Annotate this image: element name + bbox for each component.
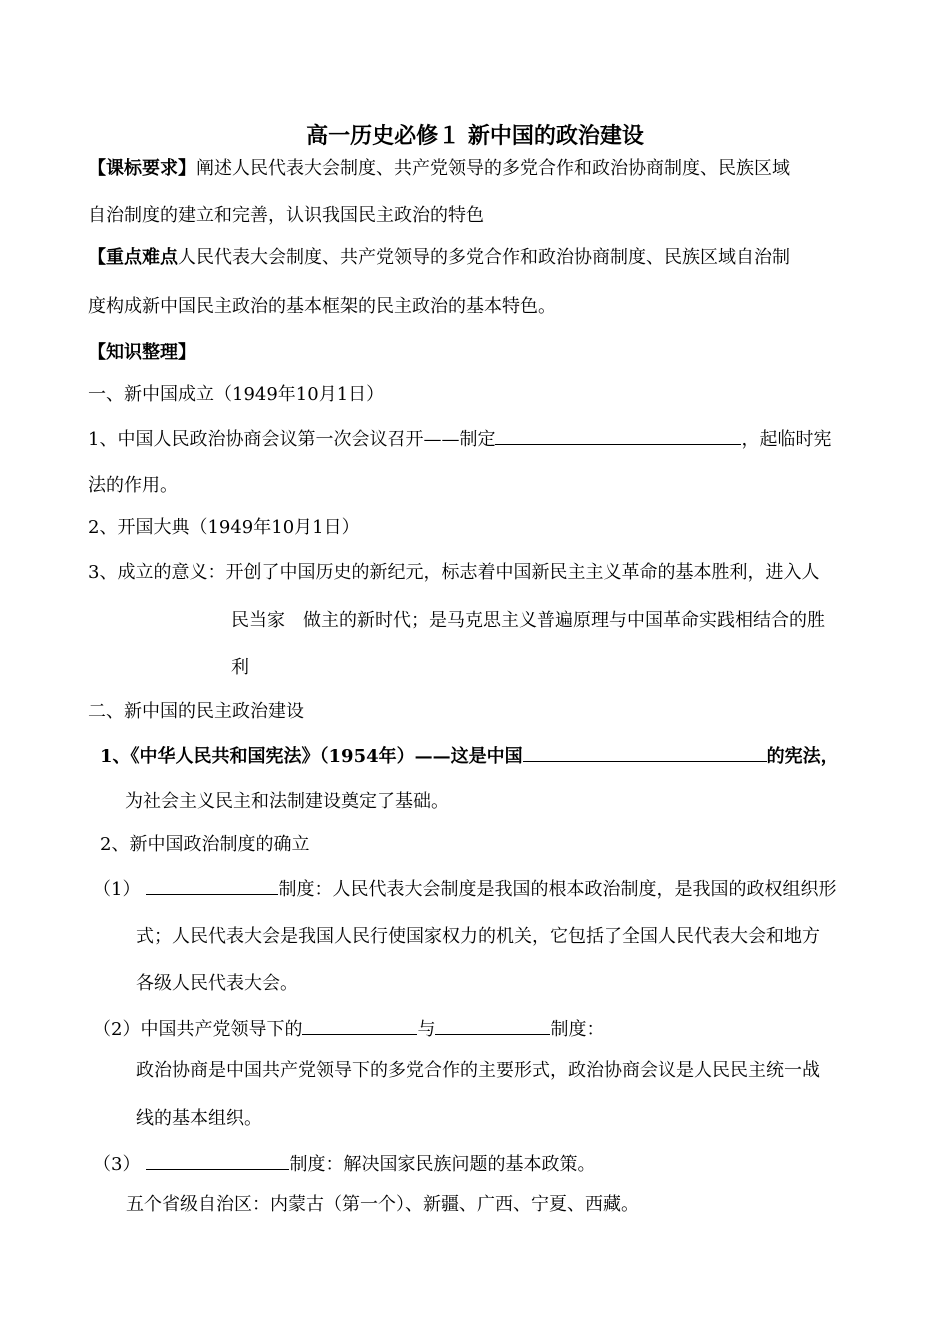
section1-item3-line-2: 民当家 做主的新时代；是马克思主义普遍原理与中国革命实践相结合的胜 — [231, 610, 825, 631]
section2-item1 — [100, 743, 839, 769]
section2-item1-after: 的宪法， — [766, 746, 839, 767]
fill-blank-constitution[interactable] — [523, 743, 767, 762]
section1-item1 — [88, 426, 831, 452]
section2-sub1-after: 制度：人民代表大会制度是我国的根本政治制度，是我国的政权组织形 — [278, 879, 837, 900]
key-points-line-1 — [88, 246, 790, 270]
curriculum-label: 【课标要求】 — [88, 158, 196, 179]
section2-item1-continuation: 为社会主义民主和法制建设奠定了基础。 — [125, 791, 449, 812]
section1-item1-before: 1、中国人民政治协商会议第一次会议召开——制定 — [88, 429, 496, 450]
section2-sub2-line-3: 线的基本组织。 — [136, 1108, 262, 1129]
section2-sub3 — [93, 1151, 595, 1177]
section2-sub1-line-2: 式；人民代表大会是我国人民行使国家权力的机关，它包括了全国人民代表大会和地方 — [136, 926, 820, 947]
fill-blank-system-2b[interactable] — [435, 1016, 550, 1035]
section2-sub2-mid: 与 — [417, 1019, 436, 1040]
section1-item3-line-3: 利 — [231, 657, 249, 678]
curriculum-text-1: 阐述人民代表大会制度、共产党领导的多党合作和政治协商制度、民族区域 — [196, 158, 790, 179]
section2-sub1 — [93, 876, 836, 902]
section2-item1-before: 1、《中华人民共和国宪法》（1954年）——这是中国 — [100, 746, 523, 767]
section2-sub3-after: 制度：解决国家民族问题的基本政策。 — [289, 1154, 596, 1175]
section2-heading: 二、新中国的民主政治建设 — [88, 701, 304, 722]
curriculum-text-2: 自治制度的建立和完善，认识我国民主政治的特色 — [88, 205, 484, 226]
fill-blank-provisional-constitution[interactable] — [495, 426, 741, 445]
section2-sub2-after: 制度： — [550, 1019, 605, 1040]
section1-item2: 2、开国大典（1949年10月1日） — [88, 517, 360, 538]
section2-item2: 2、新中国政治制度的确立 — [100, 834, 310, 855]
section1-heading: 一、新中国成立（1949年10月1日） — [88, 384, 385, 405]
section2-sub2-before: （2）中国共产党领导下的 — [93, 1019, 303, 1040]
key-points-label: 【重点难点 — [88, 247, 178, 268]
section2-sub1-prefix: （1） — [93, 879, 141, 900]
section1-item1-continuation: 法的作用。 — [88, 475, 178, 496]
page-title: 高一历史必修１ 新中国的政治建设 — [306, 123, 644, 149]
curriculum-line-1 — [88, 157, 790, 181]
section2-sub1-line-3: 各级人民代表大会。 — [136, 973, 298, 994]
section2-sub2 — [93, 1016, 604, 1042]
section2-sub3-line-2: 五个省级自治区：内蒙古（第一个）、新疆、广西、宁夏、西藏。 — [126, 1194, 639, 1215]
section2-sub2-line-2: 政治协商是中国共产党领导下的多党合作的主要形式，政治协商会议是人民民主统一战 — [136, 1060, 820, 1081]
fill-blank-system-3[interactable] — [146, 1151, 289, 1170]
knowledge-label: 【知识整理】 — [88, 342, 196, 363]
key-points-text-1: 人民代表大会制度、共产党领导的多党合作和政治协商制度、民族区域自治制 — [178, 247, 790, 268]
section2-sub3-prefix: （3） — [93, 1154, 141, 1175]
fill-blank-system-2a[interactable] — [302, 1016, 417, 1035]
key-points-text-2: 度构成新中国民主政治的基本框架的民主政治的基本特色。 — [88, 296, 556, 317]
section1-item1-after: ，起临时宪 — [741, 429, 832, 450]
section1-item3-line-1: 3、成立的意义：开创了中国历史的新纪元，标志着中国新民主主义革命的基本胜利，进入人 — [88, 562, 820, 583]
fill-blank-system-1[interactable] — [146, 876, 278, 895]
